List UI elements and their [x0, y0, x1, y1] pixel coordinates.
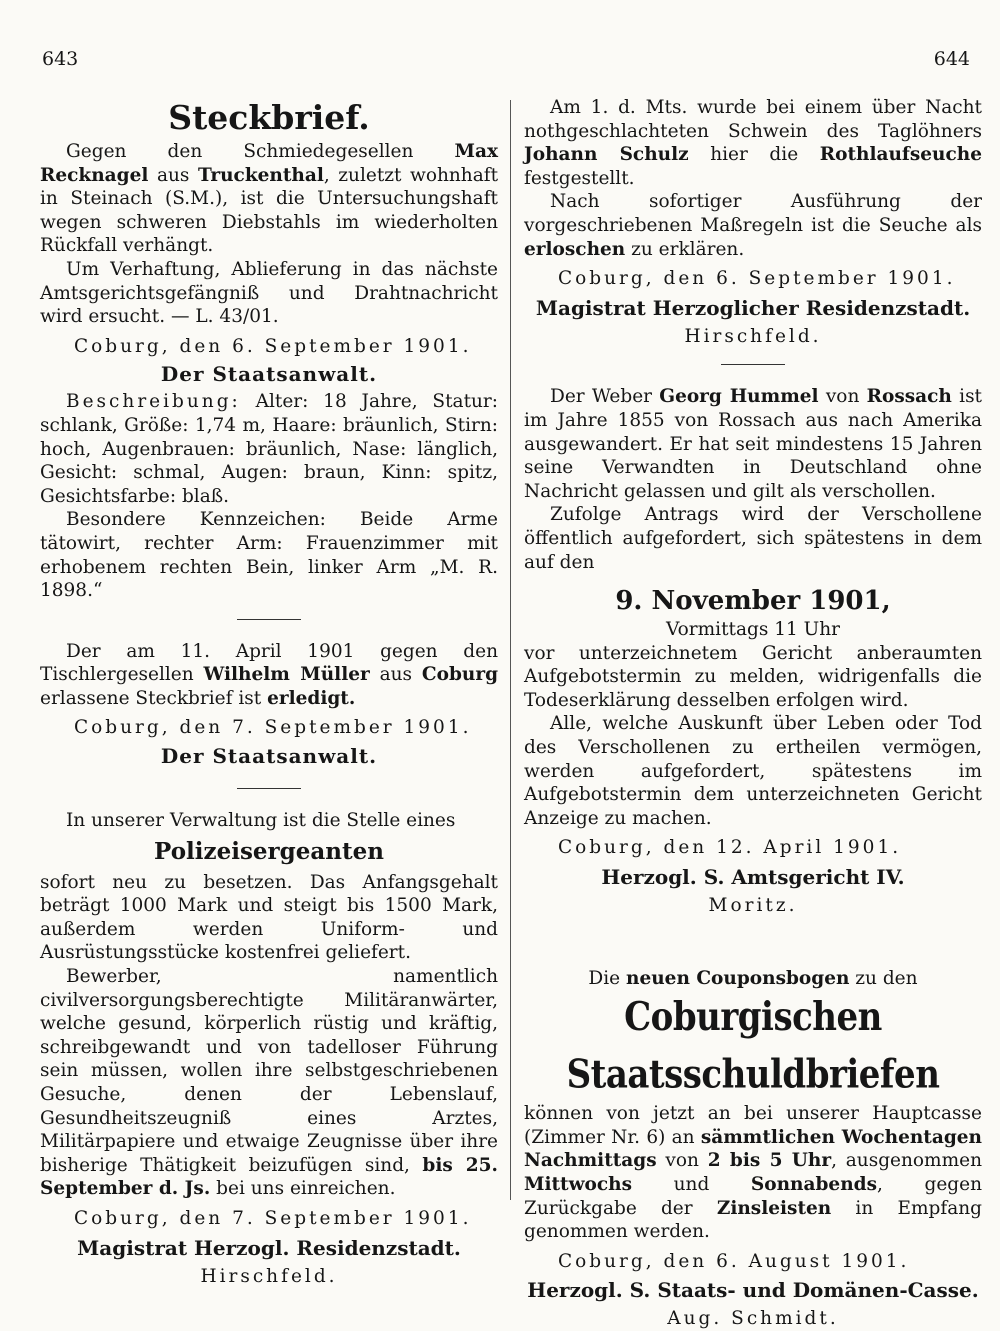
emphasized-text: Georg Hummel	[659, 386, 819, 408]
divider-rule	[237, 619, 301, 620]
warrant-date: Coburg, den 6. September 1901.	[74, 335, 472, 357]
coupons-headline: Coburgischen Staatsschuldbriefen	[566, 994, 940, 1098]
emphasized-text: erloschen	[524, 238, 626, 260]
emphasized-text: Johann Schulz	[524, 144, 689, 166]
warrant-description	[40, 390, 498, 508]
emphasized-text: Coburg	[421, 664, 499, 686]
job-magistrate: Magistrat Herzogl. Residenzstadt.	[77, 1235, 461, 1260]
emphasized-text: bis 25. September d. Js.	[40, 1154, 498, 1200]
divider-rule	[721, 364, 785, 365]
section-gap	[721, 944, 785, 945]
coupons-office: Herzogl. S. Staats- und Domänen-Casse.	[527, 1278, 979, 1303]
text-run: Der am 11. April 1901 gegen den Tischlergesellen	[40, 640, 498, 686]
text-run: und	[632, 1174, 751, 1195]
warrant-paragraph-1	[40, 140, 498, 258]
text-run: ist im Jahre 1855 von Rossach aus nach Amerika ausgewandert. Er hat seit mindestens 15 Jahren seine Verwandten in Deutschland ohne Nachricht gelassen und gilt als verschollen.	[524, 386, 982, 502]
emphasized-text: Rothlaufseuche	[819, 144, 982, 166]
emphasized-text: 2 bis 5 Uhr	[707, 1150, 832, 1172]
text-run: aus	[369, 664, 422, 686]
missing-paragraph-2: Zufolge Antrags wird der Verschollene öffentlich aufgefordert, sich spätestens in dem auf den	[524, 504, 982, 573]
emphasized-text: Zinsleisten	[716, 1197, 832, 1219]
emphasized-text: Max Recknagel	[40, 141, 498, 186]
plague-paragraph-2	[524, 190, 982, 261]
text-run: können von jetzt an bei unserer Hauptcasse (Zimmer Nr. 6) an	[524, 1103, 982, 1148]
emphasized-text: erledigt.	[267, 687, 356, 709]
text-run: von	[818, 386, 867, 408]
text-run: hier die	[688, 144, 820, 166]
plague-paragraph-1	[524, 96, 982, 190]
missing-hearing-date: 9. November 1901,	[615, 586, 891, 617]
text-run: aus	[148, 164, 198, 186]
job-position: Polizeisergeanten	[154, 837, 384, 865]
text-run: in Empfang genommen werden.	[524, 1197, 982, 1243]
text-run: von	[656, 1150, 708, 1172]
warrant-paragraph-2: Um Verhaftung, Ablieferung in das nächste Amtsgerichtsgefängniß und Drahtnachricht wird ersucht. — L. 43/01.	[40, 258, 498, 328]
text-run: , gegen Zurückgabe der	[524, 1174, 983, 1219]
emphasized-text: Mittwochs	[524, 1174, 632, 1195]
page-number-left: 643	[42, 48, 79, 70]
left-column	[40, 96, 498, 1288]
text-run: Alter: 18 Jahre, Statur: schlank, Größe: 1,74 m, Haare: bräunlich, Stirn: hoch, Augenbrauen: bräunlich, Nase: länglich, Gesicht: schmal, Augen: braun, Kinn: spitz, Gesichtsfarbe: blaß.	[40, 391, 498, 507]
plague-signer: Hirschfeld.	[684, 325, 822, 347]
emphasized-text: neuen Couponsbogen	[626, 967, 850, 989]
missing-date: Coburg, den 12. April 1901.	[558, 837, 902, 859]
job-signer: Hirschfeld.	[200, 1265, 338, 1287]
text-run: Der Weber	[550, 386, 660, 408]
column-divider	[510, 100, 511, 1200]
text-run: bei uns einreichen.	[210, 1178, 396, 1200]
text-run: , ausgenommen	[831, 1150, 982, 1172]
missing-court: Herzogl. S. Amtsgericht IV.	[601, 865, 905, 890]
text-run: Am 1. d. Mts. wurde bei einem über Nacht nothgeschlachteten Schwein des Taglöhners	[524, 97, 982, 142]
warrant-signer: Der Staatsanwalt.	[160, 362, 378, 387]
divider-rule	[237, 788, 301, 789]
job-date: Coburg, den 7. September 1901.	[74, 1207, 472, 1229]
revocation-date: Coburg, den 7. September 1901.	[74, 717, 472, 739]
missing-paragraph-4: Alle, welche Auskunft über Leben oder Tod des Verschollenen zu ertheilen vermögen, werden aufgefordert, spätestens im Aufgebotstermin dem unterzeichneten Gericht Anzeige zu machen.	[524, 713, 982, 829]
warrant-marks: Besondere Kennzeichen: Beide Arme tätowirt, rechter Arm: Frauenzimmer mit erhobenem rechten Bein, linker Arm „M. R. 1898.“	[40, 509, 498, 602]
text-run: zu erklären.	[625, 238, 745, 260]
job-paragraph-2	[40, 965, 498, 1201]
plague-date: Coburg, den 6. September 1901.	[558, 268, 956, 290]
missing-paragraph-1	[524, 385, 982, 503]
job-paragraph-1: sofort neu zu besetzen. Das Anfangsgehalt beträgt 1000 Mark und steigt bis 1500 Mark, außerdem werden Uniform- und Ausrüstungsstücke kostenfrei geliefert.	[40, 871, 498, 964]
coupons-signer: Aug. Schmidt.	[667, 1308, 839, 1330]
emphasized-text: Rossach	[866, 386, 952, 408]
text-run: Nach sofortiger Ausführung der vorgeschriebenen Maßregeln ist die Seuche als	[524, 191, 982, 236]
coupons-date: Coburg, den 6. August 1901.	[558, 1250, 910, 1272]
revocation-signer: Der Staatsanwalt.	[160, 744, 378, 769]
emphasized-text: Wilhelm Müller	[203, 664, 370, 686]
text-run: zu den	[849, 967, 918, 989]
text-run: erlassene Steckbrief ist	[40, 687, 268, 709]
text-run: festgestellt.	[524, 167, 635, 189]
page-number-right: 644	[933, 48, 970, 70]
emphasized-text: sämmtlichen Wochentagen Nachmittags	[524, 1126, 982, 1172]
coupons-paragraph	[524, 1102, 982, 1244]
revocation-paragraph	[40, 640, 498, 711]
text-run: Die	[588, 967, 626, 989]
right-column	[524, 96, 982, 1331]
spaced-text: Beschreibung:	[66, 391, 241, 413]
missing-hearing-time: Vormittags 11 Uhr	[666, 619, 840, 641]
emphasized-text: Sonnabends	[750, 1174, 878, 1195]
text-run: Gegen den Schmiedegesellen	[66, 141, 455, 162]
plague-magistrate: Magistrat Herzoglicher Residenzstadt.	[535, 295, 971, 320]
emphasized-text: Truckenthal	[197, 164, 324, 186]
warrant-title: Steckbrief.	[168, 98, 370, 137]
job-intro: In unserer Verwaltung ist die Stelle eines	[66, 810, 456, 832]
text-run: , zuletzt wohnhaft in Steinach (S.M.), ist die Untersuchungshaft wegen schweren Diebstahls im wiederholten Rückfall verhängt.	[40, 164, 499, 257]
text-run: Bewerber, namentlich civilversorgungsberechtigte Militäranwärter, welche gesund, körperlich rüstig und kräftig, schreibgewandt und von tadelloser Führung sein müssen, wollen ihre selbstgeschriebenen Gesuche, denen der Lebenslauf, Gesundheitszeugniß eines Arztes, Militärpapiere und etwaige Zeugnisse über ihre bisherige Thätigkeit beizufügen sind,	[40, 966, 498, 1176]
missing-paragraph-3: vor unterzeichnetem Gericht anberaumten Aufgebotstermin zu melden, widrigenfalls die Todeserklärung desselben erfolgen wird.	[524, 642, 982, 711]
coupons-intro	[524, 967, 982, 991]
missing-signer: Moritz.	[708, 895, 798, 917]
